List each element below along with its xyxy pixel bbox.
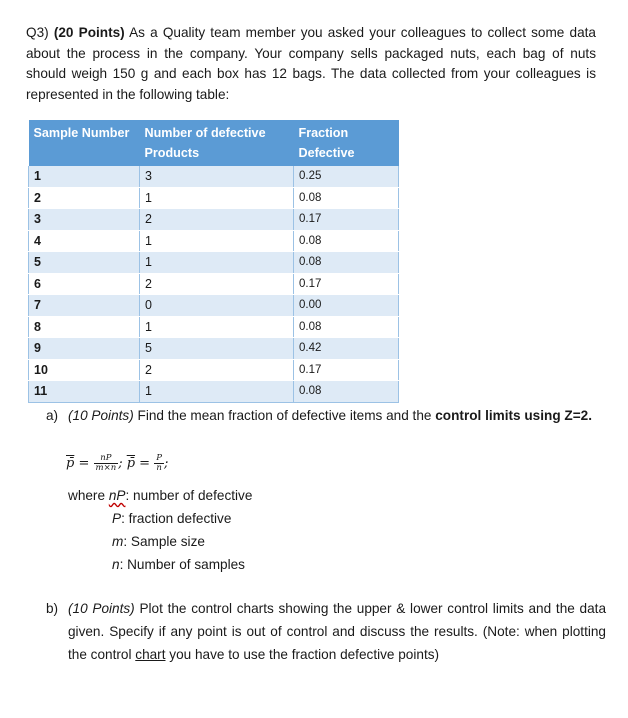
cell-defective: 1 (140, 230, 294, 252)
cell-fraction: 0.00 (294, 295, 399, 317)
part-b-text-1: Plot the control charts showing the upper & lower control limits and the data given. Specify if any point is out of control and discuss the results. (Note: when plotting the control (68, 601, 607, 662)
cell-sample: 9 (29, 338, 140, 360)
definition-np-desc: : number of defective (125, 488, 253, 503)
cell-defective: 5 (140, 338, 294, 360)
question-points: (20 Points) (53, 25, 125, 40)
formula-end: ; (163, 456, 169, 471)
cell-defective: 2 (140, 209, 294, 231)
part-b-label: b) (46, 601, 59, 616)
formula-fraction-1 (94, 454, 119, 473)
part-a-points: (10 Points) (68, 408, 134, 423)
data-table (28, 120, 399, 403)
part-a-label: a) (46, 408, 59, 423)
part-a-bold: control limits using Z=2. (435, 408, 592, 423)
table-header-row (29, 120, 399, 166)
cell-sample: 11 (29, 381, 140, 403)
definition-m-desc: : Sample size (123, 534, 205, 549)
table-row (29, 187, 399, 209)
part-b (46, 597, 606, 666)
cell-fraction: 0.08 (294, 230, 399, 252)
cell-sample: 3 (29, 209, 140, 231)
definition-p (68, 507, 252, 530)
cell-sample: 10 (29, 359, 140, 381)
cell-defective: 0 (140, 295, 294, 317)
cell-fraction: 0.17 (294, 359, 399, 381)
cell-fraction: 0.17 (294, 273, 399, 295)
definition-n-term: n (112, 557, 120, 572)
question-number: Q3) (26, 25, 49, 40)
table-row (29, 381, 399, 403)
table-row (29, 273, 399, 295)
part-b-chart-link: chart (135, 647, 166, 662)
part-a-text: Find the mean fraction of defective items and the (137, 408, 432, 423)
formula-pbar: p̄ (66, 456, 75, 471)
definition-p-term: P (112, 511, 122, 526)
formula-den-2: n (156, 463, 162, 473)
cell-fraction: 0.25 (294, 166, 399, 187)
formula-num-2: P (156, 453, 162, 463)
cell-fraction: 0.08 (294, 316, 399, 338)
definition-n-desc: : Number of samples (119, 557, 245, 572)
definition-m-term: m (112, 534, 124, 549)
part-a (46, 405, 606, 427)
definition-n (68, 553, 252, 576)
formula-pbar-2: p̄ (126, 456, 136, 471)
table-row (29, 230, 399, 252)
table-row (29, 338, 399, 360)
part-b-text-2: you have to use the fraction defective points) (169, 647, 440, 662)
cell-sample: 8 (29, 316, 140, 338)
cell-defective: 2 (140, 273, 294, 295)
table-row (29, 166, 399, 187)
definition-p-desc: : fraction defective (121, 511, 232, 526)
cell-fraction: 0.08 (294, 187, 399, 209)
cell-fraction: 0.42 (294, 338, 399, 360)
header-fraction-defective: Fraction Defective (294, 120, 399, 166)
formula-fraction-2 (154, 454, 164, 473)
formula-eq-2: = (139, 456, 151, 471)
cell-defective: 1 (140, 316, 294, 338)
formula-eq: = (78, 456, 90, 471)
table-row (29, 359, 399, 381)
definition-np-term: nP (108, 488, 126, 503)
formula-num-1: nP (94, 454, 119, 464)
header-defective-products: Number of defective Products (140, 120, 294, 166)
formula (66, 454, 168, 482)
formula-sep: ; (118, 456, 127, 471)
cell-defective: 3 (140, 166, 294, 187)
definition-m (68, 530, 252, 553)
cell-sample: 4 (29, 230, 140, 252)
definition-np (68, 484, 252, 507)
cell-defective: 1 (140, 381, 294, 403)
cell-fraction: 0.08 (294, 252, 399, 274)
cell-sample: 5 (29, 252, 140, 274)
header-sample-number: Sample Number (29, 120, 140, 166)
table-row (29, 252, 399, 274)
cell-fraction: 0.17 (294, 209, 399, 231)
definition-where: where (68, 488, 106, 503)
cell-defective: 2 (140, 359, 294, 381)
cell-sample: 1 (29, 166, 140, 187)
question-intro (26, 23, 596, 105)
cell-sample: 6 (29, 273, 140, 295)
formula-den-1: m×n (95, 463, 117, 473)
cell-fraction: 0.08 (294, 381, 399, 403)
question-text: As a Quality team member you asked your colleagues to collect some data about the process in the company. Your company sells packaged nuts, each bag of nuts should weigh 150 g and each box has 12 bags. The data collected from your colleagues is represented in the following table: (26, 25, 596, 102)
table-row (29, 209, 399, 231)
part-b-points: (10 Points) (68, 601, 135, 616)
table-row (29, 295, 399, 317)
table-row (29, 316, 399, 338)
definitions (68, 484, 252, 576)
cell-defective: 1 (140, 187, 294, 209)
cell-sample: 7 (29, 295, 140, 317)
cell-defective: 1 (140, 252, 294, 274)
cell-sample: 2 (29, 187, 140, 209)
